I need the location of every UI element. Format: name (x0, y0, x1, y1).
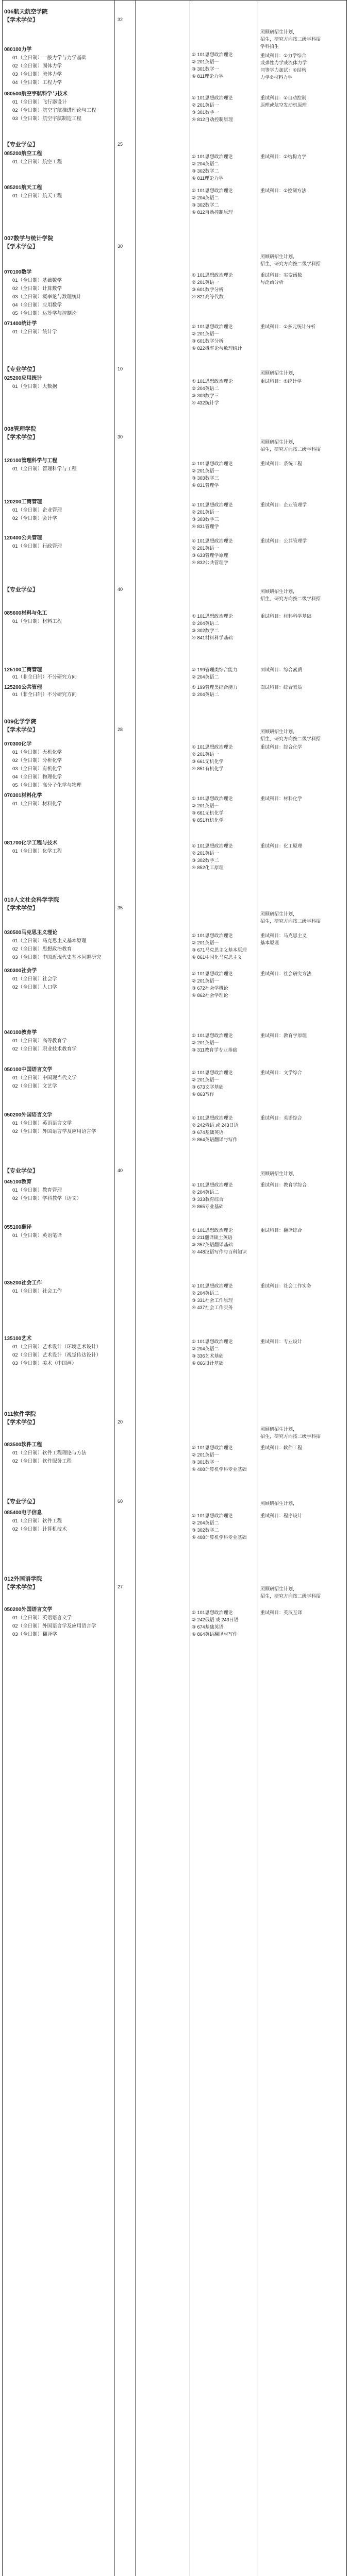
catalog-text-200: 02（全日制）外国语言学及应用语言学 (12, 1129, 96, 1134)
catalog-text-160: 照顾研招生计划， (260, 911, 298, 917)
catalog-text-4: 招生，研究方向按二级学科招 (260, 37, 321, 42)
catalog-text-128: 【学术学位】 (4, 727, 38, 733)
catalog-text-6: 080100力学 (4, 47, 32, 53)
catalog-text-34: 01（全日制）航空工程 (12, 159, 62, 165)
catalog-text-257: ② 204英语二 (192, 1520, 219, 1526)
catalog-text-130: 照顾研招生计划， (260, 729, 298, 734)
catalog-text-166: ② 201英语一 (192, 940, 219, 945)
catalog-text-91: 120200工商管理 (4, 499, 42, 505)
catalog-text-209: 01（全日制）教育管理 (12, 1188, 62, 1193)
catalog-text-211: 02（全日制）学科教学（语文） (12, 1196, 82, 1201)
catalog-text-243: ① 101思想政治理论 (192, 1445, 233, 1450)
catalog-text-87: 01（全日制）管理科学与工程 (12, 466, 77, 472)
catalog-text-184: ② 201英语一 (192, 1040, 219, 1045)
catalog-text-152: 重试科目：化工原理 (260, 843, 303, 849)
catalog-text-240: 照顾研招生计划， (260, 1427, 298, 1432)
catalog-text-141: 04（全日制）物理化学 (12, 774, 62, 780)
catalog-text-199: ② 242俄语 或 243日语 (192, 1123, 239, 1128)
catalog-text-178: ③ 672社会学概论 (192, 986, 228, 991)
catalog-text-198: 01（全日制）英语语言文学 (12, 1121, 72, 1126)
catalog-text-138: ③ 661无机化学 (192, 759, 224, 764)
catalog-text-241: 招生，研究方向按二级学科招 (260, 1434, 321, 1439)
catalog-text-83: 招生，研究方向按二级学科招 (260, 447, 321, 452)
catalog-text-38: 085201航天工程 (4, 185, 42, 191)
catalog-text-71: 照顾研招生计划， (260, 370, 298, 376)
catalog-text-99: 120400公共管理 (4, 535, 42, 541)
catalog-text-11: 或弹性力学或流体力学 (260, 60, 307, 65)
catalog-text-267: ① 101思想政治理论 (192, 1610, 233, 1615)
catalog-text-251: 60 (118, 1499, 123, 1504)
catalog-text-37: ④ 811理论力学 (192, 176, 223, 181)
catalog-text-17: 力学②材料力学 (260, 75, 293, 80)
catalog-text-187: 050100中国语言文学 (4, 1067, 53, 1073)
catalog-text-84: 120100管理科学与工程 (4, 458, 58, 464)
catalog-text-258: 02（全日制）计算机技术 (12, 1527, 67, 1532)
catalog-text-167: 基本原理 (260, 940, 279, 945)
catalog-text-265: 招生，研究方向按二级学科招 (260, 1594, 321, 1599)
catalog-text-164: 重试科目：马克思主义 (260, 933, 307, 938)
catalog-text-206: 045100教育 (4, 1179, 32, 1185)
catalog-text-146: 01（全日制）材料化学 (12, 801, 62, 807)
catalog-text-190: 01（全日制）中国现当代文学 (12, 1075, 77, 1081)
catalog-text-8: 重试科目：①力学综合 (260, 53, 307, 58)
catalog-text-151: ① 101思想政治理论 (192, 843, 233, 849)
catalog-text-175: 01（全日制）社会学 (12, 976, 57, 982)
catalog-text-103: ② 201英语一 (192, 546, 219, 551)
catalog-text-25: 02（全日制）航空宇航推进理论与工程 (12, 108, 96, 113)
catalog-text-136: ② 201英语一 (192, 752, 219, 757)
catalog-text-253: 085400电子信息 (4, 1510, 42, 1516)
catalog-text-72: 025200应用统计 (4, 376, 42, 381)
catalog-text-176: ② 201英语一 (192, 978, 219, 984)
catalog-text-40: 重试科目：①控制方法 (260, 188, 307, 193)
catalog-text-255: 重试科目：程序设计 (260, 1513, 303, 1518)
catalog-text-260: ④ 408计算机学科专业基础 (192, 1535, 247, 1540)
catalog-text-273: 03（全日制）翻译学 (12, 1632, 57, 1637)
catalog-text-65: 01（全日制）统计学 (12, 329, 57, 335)
catalog-text-29: 【专业学位】 (4, 142, 38, 148)
catalog-text-27: 03（全日制）航空宇航制造工程 (12, 116, 82, 122)
catalog-text-249: ④ 408计算机学科专业基础 (192, 1467, 247, 1472)
catalog-text-163: ① 101思想政治理论 (192, 933, 233, 938)
catalog-text-14: 同等学力加试：①结构 (260, 67, 307, 73)
catalog-text-89: ③ 303数学三 (192, 476, 219, 481)
catalog-text-9: 01（全日制）一般力学与力学基础 (12, 55, 87, 61)
catalog-text-76: ② 204英语二 (192, 386, 219, 391)
catalog-text-192: 02（全日制）文艺学 (12, 1083, 57, 1089)
catalog-text-61: 05（全日制）运筹学与控制论 (12, 311, 77, 316)
catalog-text-31: 085200航空工程 (4, 151, 42, 157)
catalog-text-47: 30 (118, 244, 123, 249)
catalog-text-183: 01（全日制）高等教育学 (12, 1038, 67, 1044)
catalog-text-73: ① 101思想政治理论 (192, 379, 233, 384)
catalog-text-157: 010人文社会科学学院 (4, 897, 59, 903)
catalog-text-248: ③ 301数学一 (192, 1460, 219, 1465)
catalog-text-230: 重试科目：专业设计 (260, 1339, 303, 1344)
catalog-text-252: 照顾研招生计划， (260, 1501, 298, 1506)
catalog-text-20: ① 101思想政治理论 (192, 95, 233, 100)
catalog-text-208: 重试科目：教育学综合 (260, 1182, 307, 1188)
catalog-text-118: ① 199管理类综合能力 (192, 667, 238, 672)
catalog-text-227: ④ 437社会工作实务 (192, 1305, 233, 1310)
catalog-text-261: 012外国语学院 (4, 1576, 42, 1582)
catalog-text-270: ② 242俄语 或 243日语 (192, 1617, 239, 1622)
catalog-text-189: 重试科目：文学综合 (260, 1070, 303, 1075)
catalog-text-228: 135100艺术 (4, 1336, 32, 1342)
catalog-text-134: 重试科目：综合化学 (260, 744, 303, 750)
catalog-text-229: ① 101思想政治理论 (192, 1339, 233, 1344)
catalog-text-154: ② 201英语一 (192, 851, 219, 856)
catalog-text-226: ③ 331社会工作原理 (192, 1298, 233, 1303)
catalog-text-172: 030300社会学 (4, 968, 37, 974)
catalog-text-254: ① 101思想政治理论 (192, 1513, 233, 1518)
catalog-text-262: 【学术学位】 (4, 1584, 38, 1590)
catalog-text-231: 01（全日制）艺术设计（环境艺术设计） (12, 1344, 102, 1350)
catalog-text-269: 01（全日制）英语语言文学 (12, 1615, 72, 1621)
catalog-text-53: 01（全日制）基础数学 (12, 278, 62, 283)
catalog-text-10: ② 201英语一 (192, 59, 219, 64)
catalog-text-210: ② 204英语二 (192, 1190, 219, 1195)
catalog-text-186: ③ 311教育学专业基础 (192, 1047, 237, 1053)
catalog-text-54: ② 201英语一 (192, 280, 219, 285)
catalog-text-135: 01（全日制）无机化学 (12, 750, 62, 755)
catalog-text-191: ② 201英语一 (192, 1077, 219, 1082)
catalog-text-233: 02（全日制）艺术设计（视觉传达设计） (12, 1352, 102, 1358)
catalog-text-204: 40 (118, 1168, 123, 1173)
catalog-text-114: ② 204英语二 (192, 621, 219, 626)
catalog-text-41: 01（全日制）航天工程 (12, 193, 62, 199)
catalog-text-245: 01（全日制）软件工程理论与方法 (12, 1450, 87, 1456)
catalog-text-55: 与泛函分析 (260, 280, 284, 285)
catalog-text-75: 01（全日制）大数据 (12, 384, 57, 389)
catalog-text-272: ③ 674基础英语 (192, 1624, 224, 1630)
catalog-text-177: 02（全日制）人口学 (12, 985, 57, 990)
catalog-text-235: 03（全日制）美术（中国画） (12, 1361, 77, 1366)
catalog-text-94: 01（全日制）企业管理 (12, 507, 62, 513)
catalog-text-59: ④ 821高等代数 (192, 294, 224, 299)
catalog-text-165: 01（全日制）马克思主义基本原理 (12, 938, 87, 944)
catalog-text-161: 招生，研究方向按二级学科招 (260, 919, 321, 924)
catalog-text-201: ③ 674基础英语 (192, 1130, 224, 1135)
catalog-text-15: 03（全日制）流体力学 (12, 72, 62, 77)
catalog-text-195: 050200外国语言文学 (4, 1112, 53, 1118)
catalog-text-216: 重试科目：翻译综合 (260, 1228, 303, 1233)
catalog-text-74: 重试科目：①统计学 (260, 379, 302, 384)
catalog-text-30: 25 (118, 142, 123, 147)
catalog-text-79: 008管理学院 (4, 426, 37, 432)
catalog-text-69: 【专业学位】 (4, 366, 38, 372)
catalog-text-117: 125100工商管理 (4, 667, 42, 673)
catalog-text-0: 006航天航空学院 (4, 9, 48, 15)
catalog-text-222: ① 101思想政治理论 (192, 1283, 233, 1289)
catalog-text-140: ④ 851有机化学 (192, 766, 224, 771)
catalog-text-62: 071400统计学 (4, 321, 37, 327)
catalog-text-51: ① 101思想政治理论 (192, 273, 233, 278)
catalog-text-66: ② 201英语一 (192, 331, 219, 336)
catalog-text-78: ④ 432统计学 (192, 400, 219, 405)
catalog-text-196: ① 101思想政治理论 (192, 1115, 233, 1121)
catalog-text-46: 【学术学位】 (4, 244, 38, 250)
catalog-text-88: ② 201英语一 (192, 468, 219, 473)
catalog-text-143: 070301材料化学 (4, 793, 42, 799)
catalog-text-49: 招生，研究方向按二级学科招 (260, 261, 321, 266)
catalog-text-264: 照顾研招生计划， (260, 1586, 298, 1591)
catalog-text-132: 070300化学 (4, 741, 32, 747)
catalog-text-159: 35 (118, 905, 123, 910)
catalog-text-168: 02（全日制）思想政治教育 (12, 946, 72, 952)
catalog-text-39: ① 101思想政治理论 (192, 188, 233, 193)
catalog-text-250: 【专业学位】 (4, 1499, 38, 1505)
catalog-text-203: 【专业学位】 (4, 1168, 38, 1174)
catalog-text-170: 03（全日制）中国近现代史基本问题研究 (12, 955, 102, 960)
catalog-text-193: ③ 673文学基础 (192, 1084, 224, 1090)
catalog-text-123: ① 199管理类综合能力 (192, 685, 238, 690)
catalog-text-35: ② 204英语二 (192, 161, 219, 166)
catalog-text-50: 070100数学 (4, 269, 32, 275)
catalog-text-274: ④ 864英语翻译与写作 (192, 1632, 238, 1637)
catalog-text-185: 02（全日制）职业技术教育学 (12, 1046, 77, 1052)
catalog-text-116: ④ 841材料科学基础 (192, 635, 233, 640)
catalog-text-144: ① 101思想政治理论 (192, 796, 233, 801)
catalog-text-125: 01（非全日制）不分研究方向 (12, 692, 77, 698)
catalog-text-23: ② 201英语一 (192, 103, 219, 108)
catalog-text-28: ④ 812自动控制原理 (192, 117, 233, 122)
catalog-text-266: 050200外国语言文学 (4, 1607, 53, 1613)
catalog-text-131: 招生，研究方向按二级学科招 (260, 736, 321, 741)
catalog-text-221: 035200社会工作 (4, 1280, 42, 1286)
catalog-text-155: ③ 302数学二 (192, 858, 219, 863)
catalog-text-246: ② 201英语一 (192, 1452, 219, 1458)
catalog-text-124: 面试科目：综合素质 (260, 685, 303, 690)
column-divider-1 (114, 0, 115, 2576)
catalog-text-162: 030500马克思主义理论 (4, 930, 58, 936)
catalog-text-63: ① 101思想政治理论 (192, 324, 233, 329)
catalog-text-81: 30 (118, 434, 123, 439)
catalog-text-259: ③ 302数学二 (192, 1528, 219, 1533)
catalog-text-77: ③ 303数学三 (192, 393, 219, 398)
catalog-text-32: ① 101思想政治理论 (192, 154, 233, 159)
catalog-text-133: ① 101思想政治理论 (192, 744, 233, 750)
catalog-text-214: 055100翻译 (4, 1225, 32, 1230)
catalog-text-220: ④ 448汉语写作与百科知识 (192, 1249, 247, 1255)
catalog-text-153: 01（全日制）化学工程 (12, 849, 62, 854)
catalog-text-95: ② 201英语一 (192, 510, 219, 515)
catalog-text-104: ③ 633管理学原理 (192, 553, 228, 558)
catalog-text-137: 02（全日制）分析化学 (12, 758, 62, 764)
catalog-text-213: ④ 865专业基础 (192, 1204, 224, 1209)
catalog-text-271: 02（全日制）外国语言学及应用语言学 (12, 1623, 96, 1629)
catalog-text-173: ① 101思想政治理论 (192, 971, 233, 976)
catalog-text-219: ③ 357英语翻译基础 (192, 1242, 233, 1247)
catalog-text-85: ① 101思想政治理论 (192, 461, 233, 466)
catalog-text-142: 05（全日制）高分子化学与物理 (12, 783, 82, 788)
catalog-text-93: 重试科目：企业管理学 (260, 502, 307, 507)
catalog-text-180: 040100教育学 (4, 1030, 37, 1036)
catalog-text-182: 重试科目：教育学原理 (260, 1033, 307, 1038)
catalog-text-111: ① 101思想政治理论 (192, 614, 233, 619)
catalog-text-3: 照顾研招生计划， (260, 29, 298, 35)
catalog-text-194: ④ 863写作 (192, 1092, 214, 1097)
catalog-text-7: ① 101思想政治理论 (192, 52, 233, 57)
catalog-text-119: 面试科目：综合素质 (260, 667, 303, 672)
catalog-text-33: 重试科目：①结构力学 (260, 154, 307, 159)
catalog-text-247: 02（全日制）软件服务工程 (12, 1459, 72, 1464)
catalog-text-13: ③ 301数学一 (192, 66, 219, 72)
catalog-text-2: 32 (118, 17, 123, 22)
catalog-text-225: ② 204英语二 (192, 1291, 219, 1296)
catalog-text-45: 007数学与统计学院 (4, 235, 54, 242)
catalog-text-24: 原理或航空发动机原理 (260, 103, 307, 108)
catalog-text-107: 40 (118, 587, 123, 592)
catalog-text-52: 重试科目：实变函数 (260, 273, 303, 278)
catalog-text-110: 085600材料与化工 (4, 611, 47, 616)
catalog-text-217: 01（全日制）英语笔译 (12, 1233, 62, 1239)
catalog-text-16: ④ 811理论力学 (192, 74, 223, 79)
catalog-text-237: 011软件学院 (4, 1411, 36, 1417)
catalog-text-205: 照顾研招生计划， (260, 1171, 298, 1176)
catalog-text-101: 重试科目：公共管理学 (260, 538, 307, 544)
catalog-text-129: 28 (118, 727, 123, 732)
catalog-text-42: ② 204英语二 (192, 195, 219, 200)
catalog-text-90: ④ 831管理学 (192, 483, 219, 488)
catalog-text-212: ③ 333教育综合 (192, 1197, 224, 1202)
catalog-text-156: ④ 852化工原理 (192, 865, 224, 870)
catalog-text-115: ③ 302数学二 (192, 628, 219, 633)
catalog-text-113: 01（全日制）材料工程 (12, 619, 62, 624)
catalog-text-256: 01（全日制）软件工程 (12, 1518, 62, 1524)
catalog-text-148: ③ 661无机化学 (192, 810, 224, 816)
catalog-text-171: ④ 861中国化马克思主义 (192, 955, 242, 960)
catalog-text-98: ④ 831管理学 (192, 524, 219, 529)
catalog-text-215: ① 101思想政治理论 (192, 1228, 233, 1233)
catalog-text-238: 【学术学位】 (4, 1419, 38, 1426)
catalog-text-122: 125200公共管理 (4, 685, 42, 690)
catalog-text-96: 02（全日制）会计学 (12, 516, 57, 521)
catalog-text-70: 10 (118, 366, 123, 371)
catalog-text-147: ② 201英语一 (192, 803, 219, 808)
catalog-text-179: ④ 862社会学理论 (192, 993, 228, 998)
catalog-text-67: ③ 601数学分析 (192, 338, 224, 344)
catalog-text-43: ③ 302数学二 (192, 202, 219, 208)
catalog-text-36: ③ 302数学二 (192, 168, 219, 174)
catalog-text-105: ④ 832公共管理学 (192, 560, 228, 565)
catalog-text-268: 重试科目：英汉互译 (260, 1610, 303, 1615)
catalog-text-18: 04（全日制）工程力学 (12, 80, 62, 86)
catalog-text-22: 01（全日制）飞行器设计 (12, 99, 67, 105)
catalog-text-239: 20 (118, 1419, 123, 1425)
catalog-text-181: ① 101思想政治理论 (192, 1033, 233, 1038)
catalog-text-112: 重试科目：材料科学基础 (260, 614, 312, 619)
catalog-text-207: ① 101思想政治理论 (192, 1182, 233, 1188)
column-divider-2 (135, 0, 136, 2576)
catalog-text-60: 04（全日制）应用数学 (12, 302, 62, 308)
catalog-text-44: ④ 812自动控制原理 (192, 210, 233, 215)
catalog-text-21: 重试科目：①自动控制 (260, 95, 307, 100)
catalog-text-109: 招生，研究方向按二级学科招 (260, 596, 321, 601)
catalog-text-120: 01（非全日制）不分研究方向 (12, 674, 77, 680)
catalog-text-188: ① 101思想政治理论 (192, 1070, 233, 1075)
catalog-text-86: 重试科目：系统工程 (260, 461, 303, 466)
catalog-text-92: ① 101思想政治理论 (192, 502, 233, 507)
catalog-text-223: 重试科目：社会工作实务 (260, 1283, 312, 1289)
catalog-text-127: 009化学学院 (4, 719, 37, 725)
catalog-text-224: 01（全日制）社会工作 (12, 1289, 62, 1294)
catalog-text-100: ① 101思想政治理论 (192, 538, 233, 544)
catalog-text-158: 【学术学位】 (4, 905, 38, 911)
catalog-text-197: 重试科目：英语综合 (260, 1115, 303, 1121)
catalog-text-263: 27 (118, 1584, 123, 1589)
catalog-text-68: ④ 822概率论与数理统计 (192, 346, 242, 351)
catalog-text-234: ③ 336艺术基础 (192, 1353, 224, 1359)
catalog-text-108: 照顾研招生计划， (260, 589, 298, 594)
catalog-text-149: ④ 851有机化学 (192, 818, 224, 823)
catalog-text-126: ② 204英语二 (192, 692, 219, 697)
catalog-text-145: 重试科目：材料化学 (260, 796, 303, 801)
catalog-text-80: 【学术学位】 (4, 434, 38, 440)
catalog-text-64: 重试科目：①多元统计分析 (260, 324, 316, 329)
catalog-text-56: 02（全日制）计算数学 (12, 286, 62, 292)
catalog-text-121: ② 204英语二 (192, 674, 219, 680)
catalog-text-218: ② 211翻译硕士英语 (192, 1235, 232, 1240)
catalog-text-174: 重试科目：社会研究方法 (260, 971, 312, 976)
catalog-text-236: ④ 866设计基础 (192, 1361, 224, 1366)
catalog-text-12: 02（全日制）固体力学 (12, 63, 62, 69)
catalog-text-58: 03（全日制）概率论与数理统计 (12, 294, 82, 300)
catalog-text-1: 【学术学位】 (4, 17, 38, 23)
catalog-text-232: ② 204英语二 (192, 1346, 219, 1351)
catalog-text-19: 080500航空宇航科学与技术 (4, 91, 68, 97)
catalog-text-242: 083500软件工程 (4, 1442, 42, 1448)
catalog-text-244: 重试科目：软件工程 (260, 1445, 303, 1450)
catalog-text-57: ③ 601数学分析 (192, 287, 224, 292)
catalog-text-139: 03（全日制）有机化学 (12, 766, 62, 772)
catalog-text-48: 照顾研招生计划， (260, 254, 298, 259)
catalog-text-102: 01（全日制）行政管理 (12, 544, 62, 549)
catalog-text-26: ③ 301数学一 (192, 110, 219, 115)
catalog-text-82: 照顾研招生计划， (260, 439, 298, 445)
catalog-text-202: ④ 864英语翻译与写作 (192, 1137, 238, 1142)
catalog-text-169: ③ 671马克思主义基本原理 (192, 947, 247, 953)
catalog-text-150: 081700化学工程与技术 (4, 840, 58, 846)
catalog-text-5: 学科招生 (260, 44, 279, 49)
catalog-text-106: 【专业学位】 (4, 587, 38, 593)
catalog-text-97: ③ 303数学三 (192, 517, 219, 522)
